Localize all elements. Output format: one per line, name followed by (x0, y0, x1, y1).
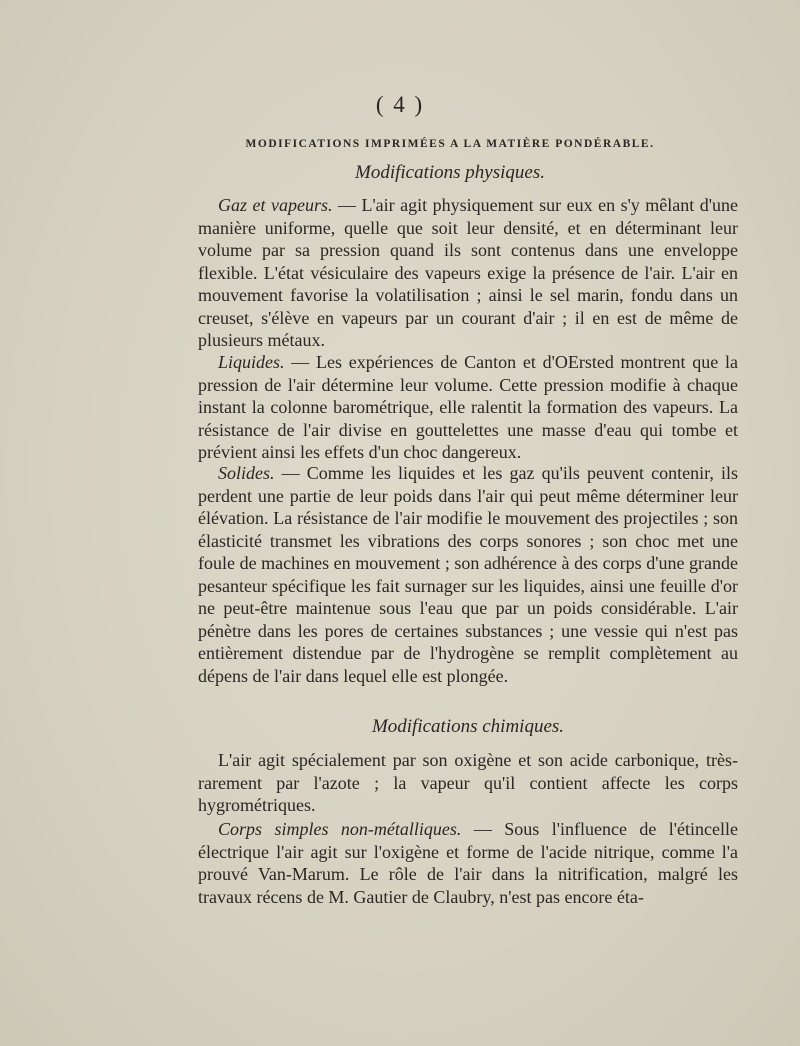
paragraph-text: — Les expériences de Canton et d'OErsted montrent que la pression de l'air détermine leur volume. Cette pression modifie à chaque instant la colonne barométrique, elle ralentit la formation des vapeurs. La résistance de l'air divise en gouttelettes une masse d'eau qui tombe et prévient ainsi les effets d'un choc dangereux. (198, 352, 738, 462)
section-heading: MODIFICATIONS IMPRIMÉES A LA MATIÈRE PONDÉRABLE. (245, 138, 655, 150)
paragraph-lead: Solides. (218, 463, 275, 483)
page-number: ( 4 ) (375, 92, 425, 117)
paragraph-text: — Sous l'influence de l'étincelle électrique l'air agit sur l'oxigène et forme de l'acide nitrique, comme l'a prouvé Van-Marum. Le rôle de l'air dans la nitrification, malgré les travaux récens de M. Gautier de Claubry, n'est pas encore éta- (198, 819, 739, 907)
subheading-physical: Modifications physiques. (355, 162, 545, 183)
paragraph-corps-simples (198, 818, 738, 908)
paragraph-solides (198, 462, 738, 687)
paragraph-lead: Gaz et vapeurs. (218, 195, 333, 215)
paragraph-text: — Comme les liquides et les gaz qu'ils peuvent contenir, ils perdent une partie de leur poids dans l'air qui peut même déterminer leur élévation. La résistance de l'air modifie le mouvement des projectiles ; son élasticité transmet les vibrations des corps sonores ; son choc met une foule de machines en mouvement ; son adhérence à des corps d'une grande pesanteur spécifique les fait surnager sur les liquides, ainsi une feuille d'or ne peut-être maintenue sous l'eau que par un poids considérable. L'air pénètre dans les pores de certaines substances ; une vessie qui n'est pas entièrement distendue par de l'hydrogène se remplit complètement au dépens de l'air dans lequel elle est plongée. (198, 463, 738, 686)
paragraph-text: — L'air agit physiquement sur eux en s'y mêlant d'une manière uniforme, quelle que soit leur densité, et en déterminant leur volume par sa pression quand ils sont contenus dans une enveloppe flexible. L'état vésiculaire des vapeurs exige la présence de l'air. L'air en mouvement favorise la volatilisation ; ainsi le sel marin, fondu dans un creuset, s'élève en vapeurs par un courant d'air ; il en est de même de plusieurs métaux. (198, 195, 739, 350)
paragraph-lead: Liquides. (218, 352, 285, 372)
paragraph-lead: Corps simples non-métalliques. (218, 819, 462, 839)
paragraph-gaz-vapeurs (198, 194, 738, 352)
subheading-chemical: Modifications chimiques. (371, 716, 565, 737)
paragraph-text: L'air agit spécialement par son oxigène et son acide carbonique, très-rarement par l'azote ; la vapeur qu'il contient affecte les corps hygrométriques. (198, 750, 738, 815)
paragraph-chemical-intro (198, 749, 738, 817)
paragraph-liquides (198, 351, 738, 464)
